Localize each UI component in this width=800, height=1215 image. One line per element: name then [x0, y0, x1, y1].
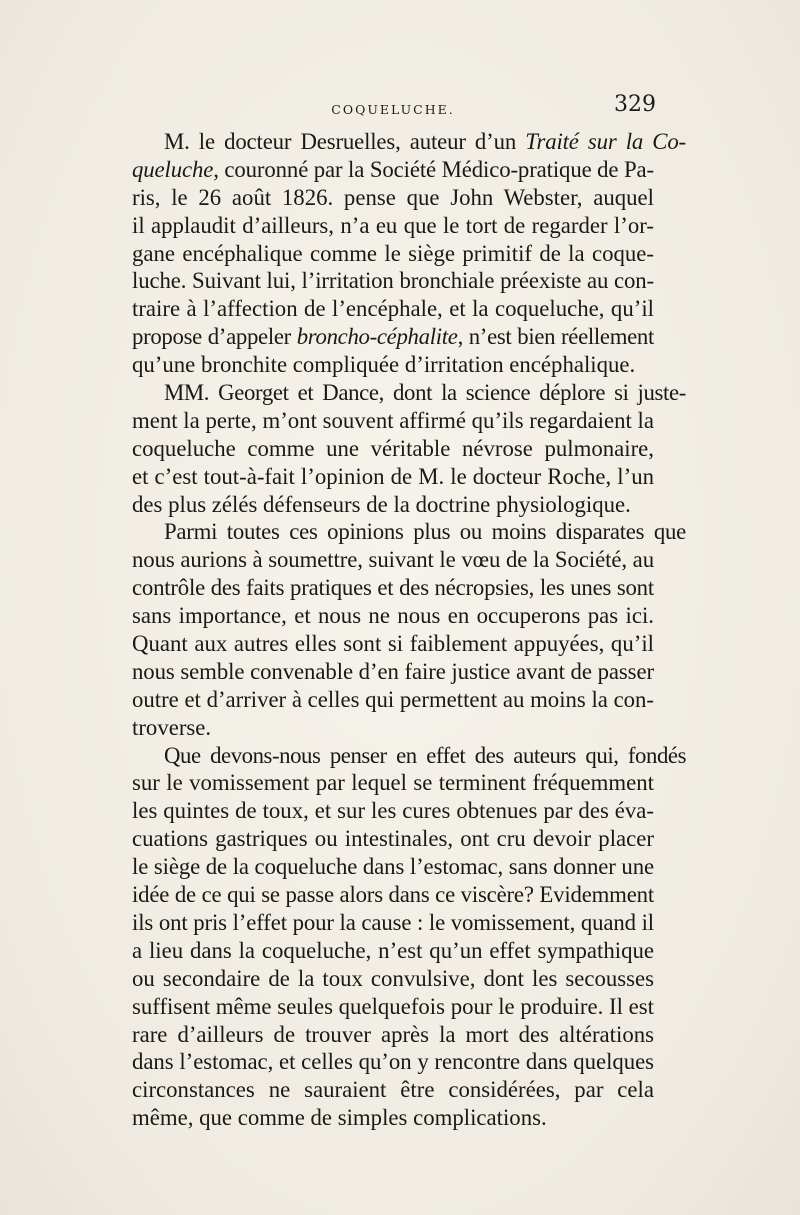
text-line — [132, 742, 686, 770]
text-line — [132, 602, 654, 630]
text-line — [132, 323, 654, 351]
text-line — [132, 658, 654, 686]
text-line — [132, 965, 654, 993]
line-text: sur le vomissement par lequel se terminent fréquemment — [132, 770, 654, 796]
line-text: et c’est tout-à-fait l’opinion de M. le docteur Roche, l’un — [132, 463, 654, 489]
paragraph — [132, 742, 686, 1132]
text-line — [132, 184, 654, 212]
line-text: a lieu dans la coqueluche, n’est qu’un effet sympathique — [132, 937, 654, 963]
line-text: circonstances ne sauraient être considérées, par cela — [132, 1077, 654, 1103]
line-text: des plus zélés défenseurs de la doctrine physiologique. — [132, 491, 631, 517]
line-text: sans importance, et nous ne nous en occuperons pas ici. — [132, 603, 654, 629]
text-line — [132, 853, 654, 881]
text-line — [132, 797, 654, 825]
text-line — [132, 574, 654, 602]
line-text: luche. Suivant lui, l’irritation bronchiale préexiste au con- — [132, 268, 654, 294]
text-line — [132, 295, 654, 323]
line-text: traire à l’affection de l’encéphale, et la coqueluche, qu’il — [132, 296, 654, 322]
text-line — [132, 993, 654, 1021]
line-text: nous aurions à soumettre, suivant le vœu de la Société, au — [132, 547, 654, 573]
line-text: même, que comme de simples complications. — [132, 1105, 547, 1131]
text-line — [132, 128, 686, 156]
line-text: idée de ce qui se passe alors dans ce viscère? Evidemment — [132, 882, 654, 908]
line-text: les quintes de toux, et sur les cures obtenues par des éva- — [132, 798, 654, 824]
line-text: , n’est bien réellement — [457, 324, 654, 350]
text-line — [132, 463, 654, 491]
line-text: qu’une bronchite compliquée d’irritation encéphalique. — [132, 352, 636, 378]
line-text: MM. Georget et Dance, dont la science déplore si juste- — [164, 380, 686, 406]
line-text: Quant aux autres elles sont si faiblement appuyées, qu’il — [132, 631, 654, 657]
text-line — [132, 435, 654, 463]
line-text: M. le docteur Desruelles, auteur d’un — [164, 129, 526, 154]
text-line — [132, 1076, 654, 1104]
italic-text: Traité sur la Co- — [525, 129, 686, 154]
line-text: nous semble convenable d’en faire justice avant de passer — [132, 658, 654, 684]
line-text: , couronné par la Société Médico-pratique de Pa- — [213, 156, 654, 182]
paragraph — [132, 518, 686, 741]
body-text — [132, 128, 686, 1132]
line-text: cuations gastriques ou intestinales, ont cru devoir placer — [132, 826, 654, 852]
text-line — [132, 714, 654, 742]
line-text: ris, le 26 août 1826. pense que John Webster, auquel — [132, 184, 654, 210]
text-line — [132, 156, 654, 184]
text-line — [132, 546, 654, 574]
line-text: propose d’appeler — [132, 324, 297, 350]
line-text: outre et d’arriver à celles qui permettent au moins la con- — [132, 686, 654, 712]
italic-text: broncho-céphalite — [296, 324, 458, 350]
running-title: COQUELUCHE. — [331, 102, 455, 117]
text-line — [132, 630, 654, 658]
text-line — [132, 407, 654, 435]
text-line — [132, 1021, 654, 1049]
paragraph — [132, 128, 686, 379]
text-line — [132, 881, 654, 909]
line-text: Parmi toutes ces opinions plus ou moins disparates que — [164, 519, 686, 545]
line-text: ils ont pris l’effet pour la cause : le vomissement, quand il — [132, 909, 654, 935]
text-line — [132, 240, 654, 268]
page-number: 329 — [614, 92, 656, 117]
line-text: troverse. — [132, 714, 212, 740]
text-line — [132, 1104, 654, 1132]
text-line — [132, 937, 654, 965]
italic-text: queluche — [132, 156, 214, 182]
line-text: dans l’estomac, et celles qu’on y rencontre dans quelques — [132, 1049, 654, 1075]
text-line — [132, 267, 654, 295]
line-text: rare d’ailleurs de trouver après la mort des altérations — [132, 1021, 654, 1047]
text-line — [132, 825, 654, 853]
line-text: Que devons-nous penser en effet des auteurs qui, fondés — [164, 742, 686, 768]
line-text: contrôle des faits pratiques et des nécropsies, les unes sont — [132, 575, 654, 601]
line-text: le siège de la coqueluche dans l’estomac, sans donner une — [132, 854, 654, 880]
line-text: ment la perte, m’ont souvent affirmé qu’ils regardaient la — [132, 407, 654, 433]
line-text: coqueluche comme une véritable névrose pulmonaire, — [132, 435, 654, 461]
text-line — [132, 1048, 654, 1076]
text-line — [132, 909, 654, 937]
text-line — [132, 351, 654, 379]
line-text: ou secondaire de la toux convulsive, dont les secousses — [132, 965, 654, 991]
text-line — [132, 518, 686, 546]
text-line — [132, 686, 654, 714]
text-line — [132, 769, 654, 797]
page-header — [130, 90, 656, 130]
line-text: suffisent même seules quelquefois pour le produire. Il est — [132, 993, 654, 1019]
text-line — [132, 491, 654, 519]
paragraph — [132, 379, 686, 518]
text-line — [132, 212, 654, 240]
text-line — [132, 379, 686, 407]
line-text: gane encéphalique comme le siège primitif de la coque- — [132, 240, 654, 266]
line-text: il applaudit d’ailleurs, n’a eu que le tort de regarder l’or- — [132, 212, 654, 238]
